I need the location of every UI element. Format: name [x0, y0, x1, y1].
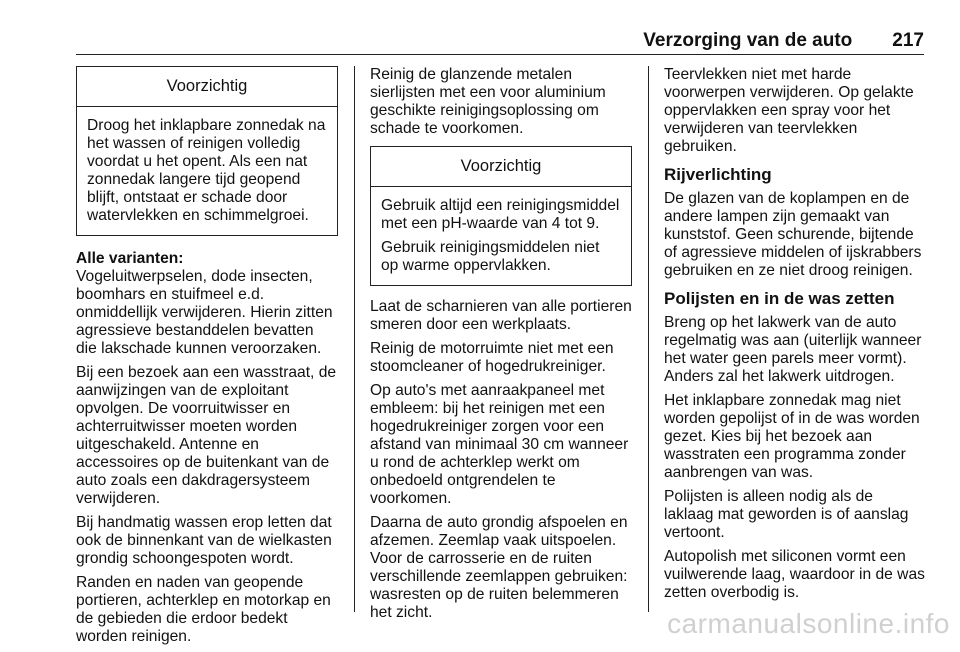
caution-box — [370, 146, 632, 286]
caution-title: Voorzichtig — [371, 147, 631, 187]
paragraph: Bij handmatig wassen erop letten dat ook de binnenkant van de wielkasten grondig schoongespoten wordt. — [76, 514, 332, 567]
paragraph: Reinig de motorruimte niet met een stoomcleaner of hogedrukreiniger. — [370, 340, 614, 375]
paragraph: Bij een bezoek aan een wasstraat, de aanwijzingen van de exploitant opvolgen. De voorruitwisser en achterruitwisser moeten worden uitgeschakeld. Antenne en accessoires op de buitenkant van de auto zoals een dakdragersysteem verwijderen. — [76, 364, 337, 507]
paragraph: Randen en naden van geopende portieren, achterklep en motorkap en de gebieden die erdoor bedekt worden reinigen. — [76, 574, 331, 645]
column-divider — [354, 66, 355, 612]
caution-box — [76, 66, 338, 236]
subheading: Alle varianten: — [76, 250, 184, 267]
column-3 — [664, 66, 926, 608]
section-title: Verzorging van de auto — [643, 30, 853, 51]
caution-text: Gebruik reinigingsmiddelen niet op warme oppervlakken. — [381, 239, 600, 274]
paragraph: Daarna de auto grondig afspoelen en afzemen. Zeemlap vaak uitspoelen. Voor de carrosserie en de ruiten verschillende zeemlappen gebruiken: wasresten op de ruiten belemmeren het zicht. — [370, 514, 628, 621]
paragraph: Polijsten is alleen nodig als de laklaag mat geworden is of aanslag vertoont. — [664, 488, 909, 541]
column-1 — [76, 66, 338, 652]
page-header — [76, 22, 924, 52]
paragraph: Op auto's met aanraakpaneel met embleem: bij het reinigen met een hogedrukreiniger zorgen voor een afstand van minimaal 30 cm wanneer u rond de achterklep werkt om onbedoeld ontgrendelen te voorkomen. — [370, 382, 629, 507]
watermark: carmanualsonline.info — [667, 608, 950, 639]
page-number: 217 — [892, 30, 924, 51]
paragraph: Het inklapbare zonnedak mag niet worden gepolijst of in de was worden gezet. Kies bij het bezoek aan wasstraten een programma zonder aanbrengen van was. — [664, 392, 920, 481]
caution-text: Gebruik altijd een reinigingsmiddel met een pH-waarde van 4 tot 9. — [381, 197, 620, 232]
paragraph: Reinig de glanzende metalen sierlijsten met een voor aluminium geschikte reinigingsoplossing om schade te voorkomen. — [370, 66, 606, 137]
paragraph: De glazen van de koplampen en de andere lampen zijn gemaakt van kunststof. Geen schurende, bijtende of agressieve middelen of ijskrabbers gebruiken en ze niet droog reinigen. — [664, 190, 922, 279]
section-heading: Rijverlichting — [664, 165, 772, 184]
column-divider — [648, 66, 649, 612]
paragraph: Vogeluitwerpselen, dode insecten, boomhars en stuifmeel e.d. onmiddellijk verwijderen. Hierin zitten agressieve bestanddelen bevatten die lakschade kunnen veroorzaken. — [76, 268, 333, 357]
paragraph: Autopolish met siliconen vormt een vuilwerende laag, waardoor in de was zetten overbodig is. — [664, 548, 925, 601]
paragraph: Teervlekken niet met harde voorwerpen verwijderen. Op gelakte oppervlakken een spray voor het verwijderen van teervlekken gebruiken. — [664, 66, 914, 155]
caution-title: Voorzichtig — [77, 67, 337, 107]
header-rule — [76, 54, 924, 55]
column-2 — [370, 66, 632, 628]
paragraph: Laat de scharnieren van alle portieren smeren door een werkplaats. — [370, 298, 632, 333]
paragraph: Breng op het lakwerk van de auto regelmatig was aan (uiterlijk wanneer het water geen parels meer vormt). Anders zal het lakwerk uitdrogen. — [664, 314, 922, 385]
caution-text: Droog het inklapbare zonnedak na het wassen of reinigen volledig voordat u het opent. Als een nat zonnedak langere tijd geopend blijft, ontstaat er schade door watervlekken en schimmelgroei. — [87, 117, 326, 224]
section-heading: Polijsten en in de was zetten — [664, 289, 895, 308]
